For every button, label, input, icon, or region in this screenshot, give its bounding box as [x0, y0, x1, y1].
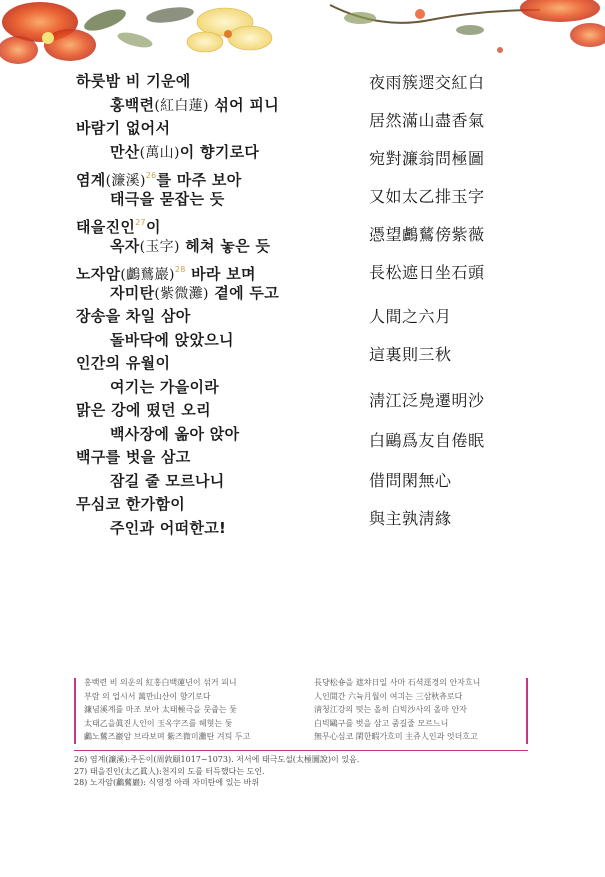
korean-line-text: 헤쳐 놓은 듯: [179, 236, 271, 255]
divider-line: [74, 750, 528, 751]
korean-line-text: 자미탄: [110, 283, 155, 302]
korean-line-text: 노자암: [76, 265, 121, 283]
korean-line-text: 인간의 유월이: [76, 354, 171, 372]
korean-line: [76, 117, 366, 141]
hanja-gloss: (濂溪): [105, 173, 146, 189]
hanja-line: 夜雨簇遝交紅白: [369, 73, 485, 92]
hanja-line: 白鷗爲友自倦眠: [369, 431, 485, 450]
original-text-line: 淸청江강의 떳는 올히 白빅沙사의 올마 안자: [314, 705, 467, 714]
korean-line-text: 이 향기로다: [179, 142, 260, 161]
hanja-gloss: (紅白蓮): [154, 97, 209, 114]
footnote-marker: 28: [174, 265, 186, 274]
korean-translation-poem: [76, 70, 366, 540]
footnote: 27) 태을진인(太乙眞人):천지의 도를 터득했다는 도인.: [74, 766, 265, 776]
korean-line: [76, 329, 366, 353]
korean-line: [76, 517, 366, 541]
korean-line-text: 백사장에 옮아 앉아: [110, 424, 240, 443]
hanja-line: 又如太乙排玉字: [369, 187, 485, 206]
original-text-right-column: [314, 676, 519, 744]
korean-line: [76, 211, 366, 235]
korean-line-text: 하룻밤 비 기운에: [76, 72, 191, 90]
korean-line: [76, 423, 366, 447]
hanja-line: 借問閑無心: [369, 471, 452, 490]
korean-line-text: 맑은 강에 떴던 오리: [76, 401, 211, 419]
footnote: 28) 노자암(鸕鶿巖): 식영정 아래 자미탄에 있는 바위: [74, 778, 260, 787]
korean-line: [76, 70, 366, 94]
original-text-line: 濂념溪계를 마조 보아 太태極극을 뭇줍는 둧: [84, 705, 237, 714]
original-text-box: [74, 680, 528, 754]
hanja-line: 這裏則三秋: [369, 345, 452, 364]
korean-line-text: 돌바닥에 앉았으니: [110, 330, 234, 349]
hanja-gloss: (紫微灘): [154, 285, 209, 302]
footnote-marker: 26: [145, 171, 157, 180]
original-text-line: 太태乙을眞진人인이 玉옥字즈를 헤혓는 둧: [84, 718, 233, 728]
korean-line-text: 바라 보며: [185, 265, 256, 283]
footnote-marker: 27: [135, 218, 146, 227]
korean-line: [76, 352, 366, 376]
hanja-gloss: (鸕鶿巖): [120, 267, 175, 283]
korean-line-text: 염계: [76, 171, 106, 189]
right-accent-bar: [526, 678, 528, 744]
korean-line-text: 곁에 두고: [208, 283, 280, 302]
footnotes: [74, 754, 524, 789]
korean-line-text: 여기는 가을이라: [110, 377, 220, 396]
hanja-line: 宛對濂翁問極圖: [369, 149, 485, 168]
korean-line: [76, 493, 366, 517]
korean-line-text: 만산: [110, 142, 140, 161]
original-text-line: 白빅鷗구를 벗을 삼고 줌길줄 모르느니: [314, 718, 449, 728]
original-text-line: 부람 의 업시서 萬만山산이 향기로다: [84, 691, 211, 701]
korean-line-text: 주인과 어떠한고!: [110, 518, 227, 537]
korean-line: [76, 164, 366, 188]
korean-line-text: 옥자: [110, 236, 140, 255]
korean-line-text: 무심코 한가함이: [76, 495, 186, 513]
hanja-line: 憑望鸕鶿傍紫薇: [369, 225, 485, 244]
korean-line-text: 이: [145, 218, 161, 236]
korean-line: [76, 94, 366, 118]
hanja-gloss: (萬山): [139, 144, 180, 161]
korean-line: [76, 258, 366, 282]
korean-line-text: 를 마주 보아: [156, 171, 242, 189]
korean-line: [76, 305, 366, 329]
korean-line-text: 백구를 벗을 삼고: [76, 448, 191, 466]
korean-line-text: 태을진인: [76, 218, 136, 236]
korean-line: [76, 282, 366, 306]
original-text-line: 鸕노鶿즈巖암 브라보며 紫즈微미灘탄 겨틔 두고: [84, 732, 251, 741]
korean-line-text: 섞어 피니: [208, 95, 280, 114]
hanja-line: 居然滿山盡香氣: [369, 111, 485, 130]
original-text-line: 長댱松숑을 遮챠日일 사마 石셕逕경의 안자흐니: [314, 678, 481, 687]
hanja-line: 長松遮日坐石頭: [369, 263, 485, 282]
left-accent-bar: [74, 678, 76, 744]
korean-line-text: 바람기 없어서: [76, 119, 171, 137]
hanja-line: 與主孰淸緣: [369, 509, 452, 528]
korean-line: [76, 446, 366, 470]
korean-line: [76, 376, 366, 400]
korean-line: [76, 141, 366, 165]
hanja-gloss: (玉字): [139, 238, 180, 255]
korean-line-text: 태극을 묻잡는 듯: [110, 189, 225, 208]
flower-painting-header: [0, 0, 605, 70]
korean-line: [76, 470, 366, 494]
korean-line: [76, 399, 366, 423]
original-text-line: 無무心심코 閑한暇가흐미 主쥬人인과 엇더흐고: [314, 732, 478, 741]
korean-line-text: 홍백련: [110, 95, 155, 114]
original-text-line: 홍백련 비 의운의 紅홍白백蓮년이 섞거 피니: [84, 678, 237, 687]
footnote: 26) 염계(濂溪):주돈이(周敦頤1017~1073). 저서에 태극도설(太極圖說)이 있음.: [74, 755, 360, 764]
hanja-line: 淸江泛鳧遷明沙: [369, 391, 485, 410]
korean-line: [76, 235, 366, 259]
korean-line: [76, 188, 366, 212]
korean-line-text: 잠길 줄 모르나니: [110, 471, 225, 490]
korean-line-text: 장송을 차일 삼아: [76, 307, 191, 325]
hanja-line: 人間之六月: [369, 307, 452, 326]
original-text-left-column: [84, 676, 309, 744]
original-text-line: 人인間간 六뉵月월이 여긔는 三삼秋츄로다: [314, 691, 463, 701]
